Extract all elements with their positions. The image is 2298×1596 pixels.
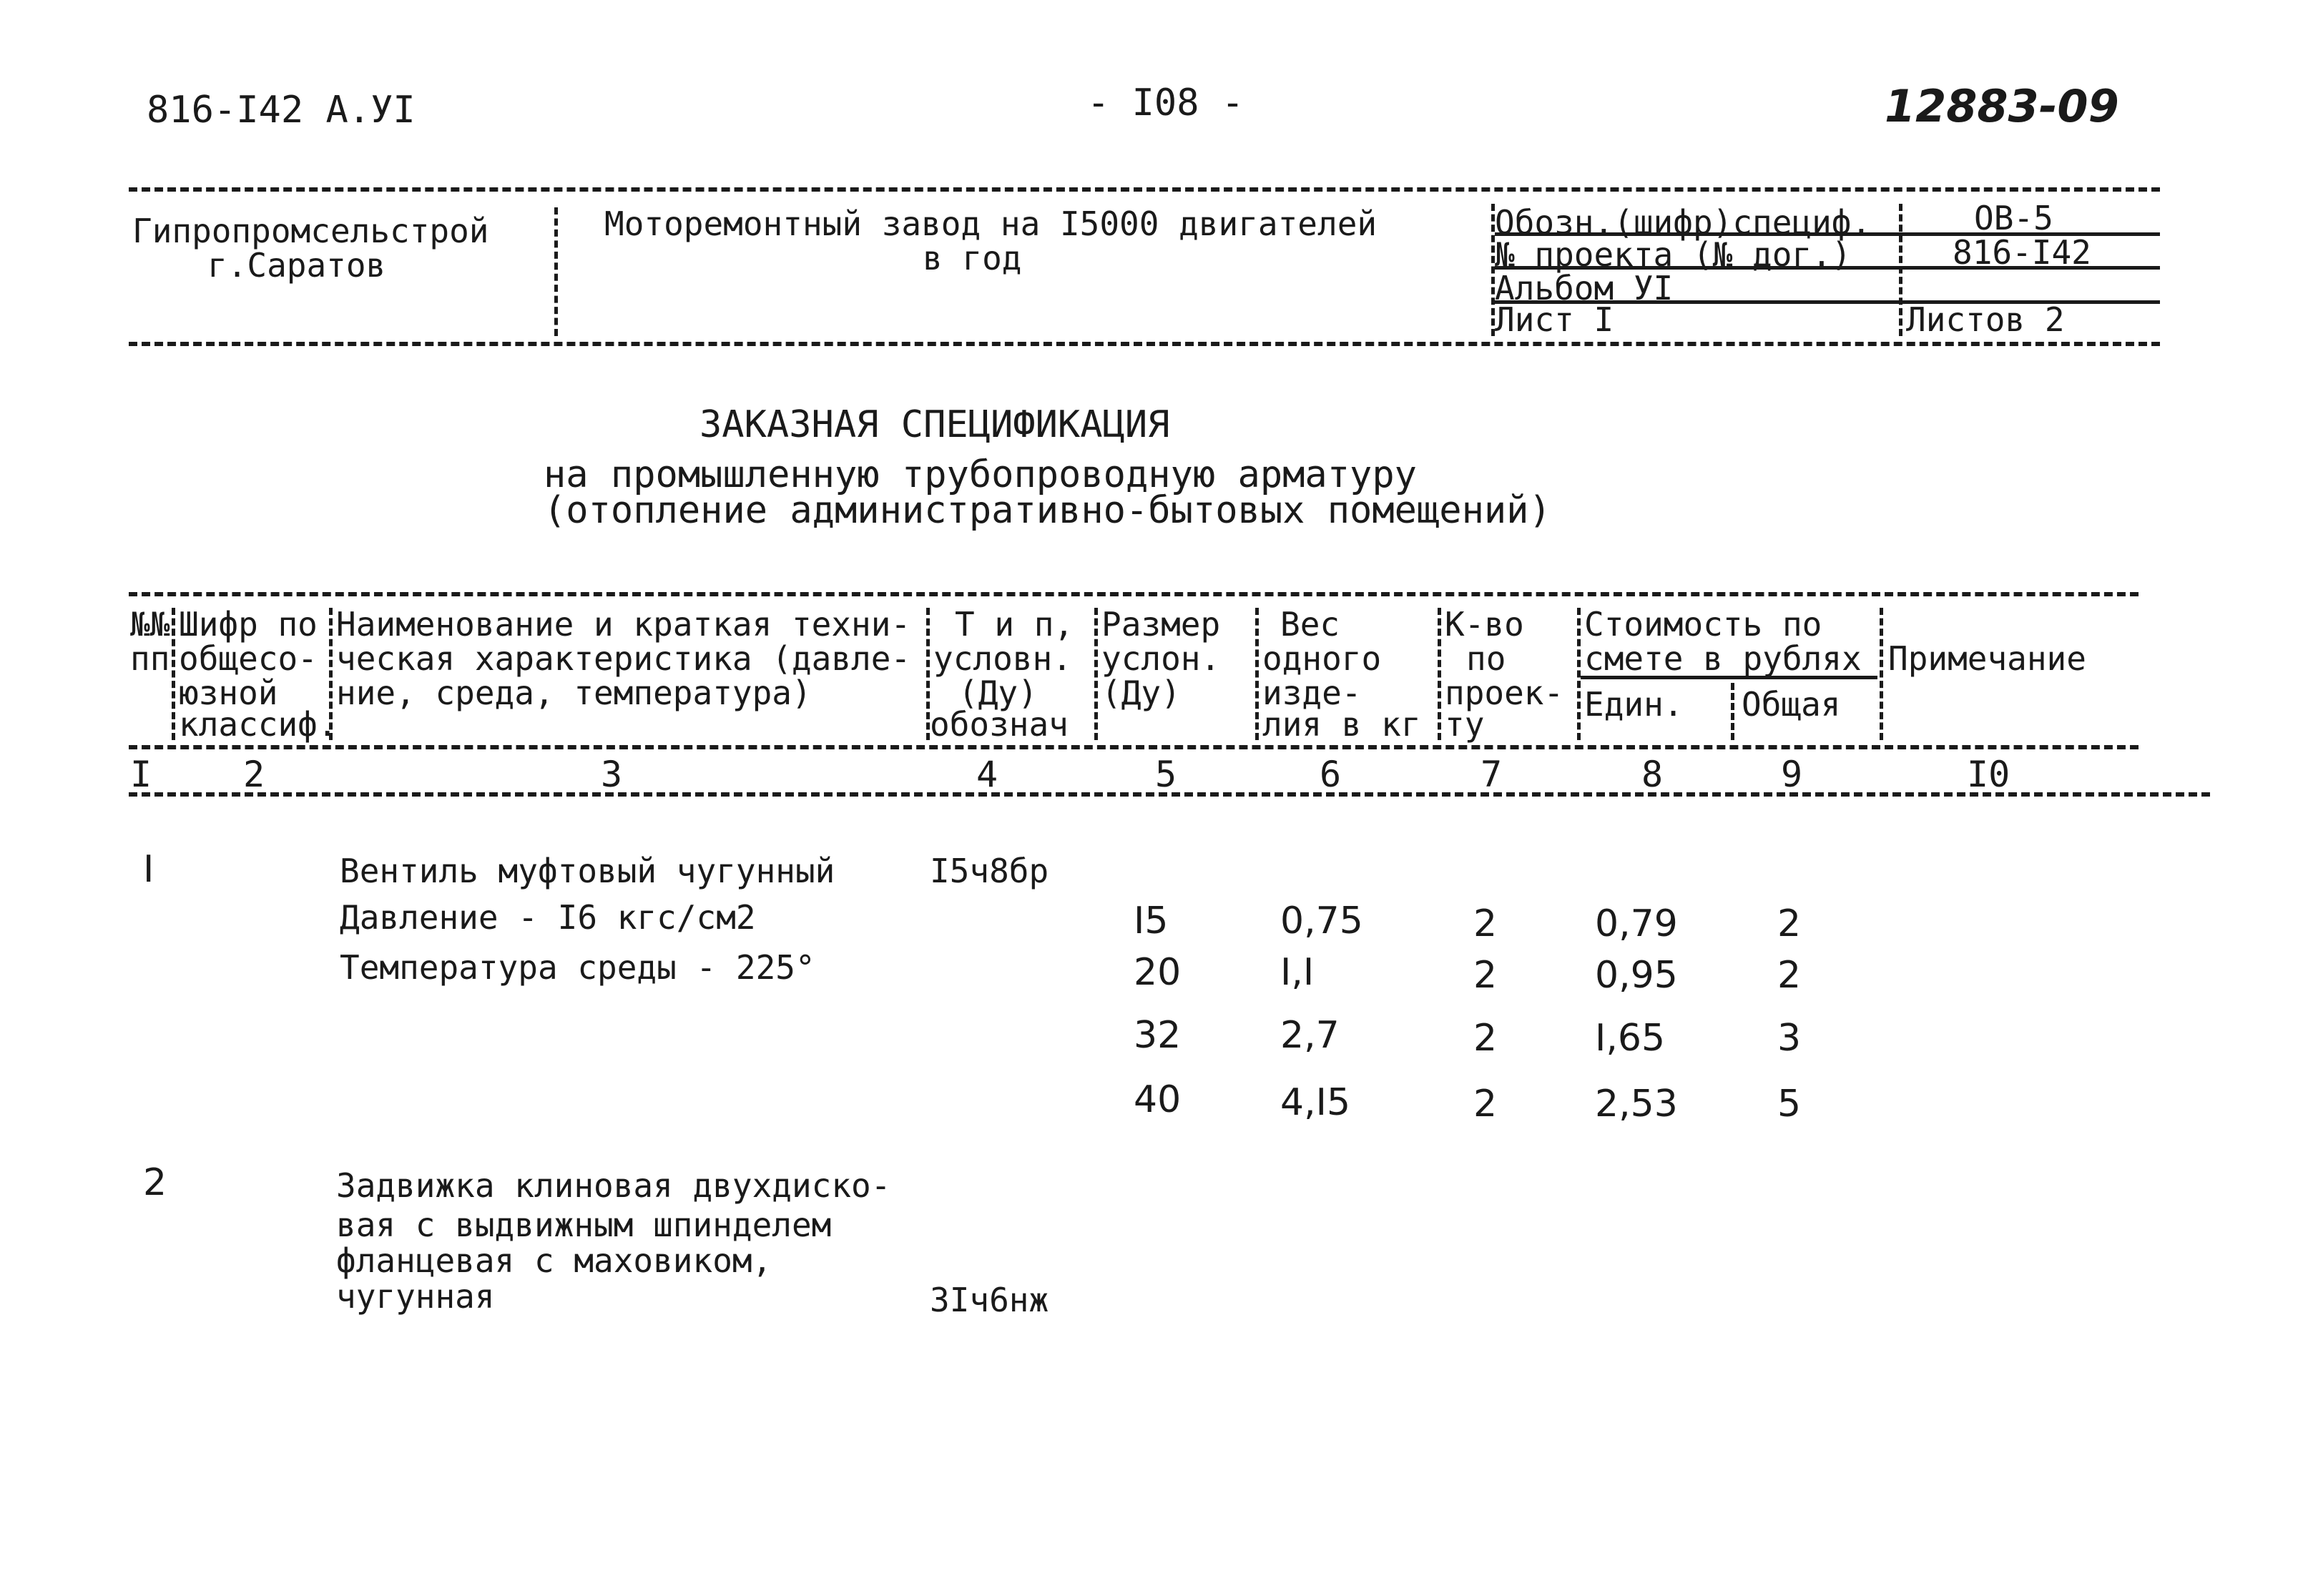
item-number: I xyxy=(143,848,154,891)
header-col7-line2: по xyxy=(1466,639,1506,678)
header-col6-line4: лия в кг xyxy=(1262,705,1421,744)
stamp-sheet-label: Лист I xyxy=(1495,300,1614,339)
header-divider-1 xyxy=(172,608,175,740)
qty-cell: 2 xyxy=(1473,1017,1498,1060)
header-divider-5 xyxy=(1255,608,1259,740)
header-col6-line2: одного xyxy=(1262,639,1382,678)
handwritten-number: 12883-09 xyxy=(1885,80,2119,132)
stamp-project-value: 816-I42 xyxy=(1953,233,2091,272)
stamp-spec-value: ОВ-5 xyxy=(1974,199,2053,237)
header-col4-line2: условн. xyxy=(933,639,1072,678)
header-divider-4 xyxy=(1094,608,1098,740)
unit-cost-cell: I,65 xyxy=(1595,1017,1666,1060)
header-divider-3 xyxy=(926,608,930,740)
header-col7-line3: проек- xyxy=(1445,674,1564,712)
colnum-7: 7 xyxy=(1481,754,1503,795)
item-description-line: фланцевая с маховиком, xyxy=(336,1241,772,1280)
header-col4-line4: обознач xyxy=(930,705,1069,744)
header-cost-underline xyxy=(1581,676,1877,679)
qty-cell: 2 xyxy=(1473,954,1498,997)
size-cell: I5 xyxy=(1134,900,1169,942)
header-col8: Един. xyxy=(1584,685,1684,724)
item-description-line: Температура среды - 225° xyxy=(340,948,815,987)
stamp-organization: Гипропромсельстрой xyxy=(132,212,489,250)
header-col2-line2: общесо- xyxy=(179,639,318,678)
header-divider-7 xyxy=(1577,608,1581,740)
total-cost-cell: 2 xyxy=(1777,954,1802,997)
item-description-line: чугунная xyxy=(336,1277,495,1316)
stamp-city: г.Саратов xyxy=(207,246,386,285)
header-col2-line3: юзной xyxy=(179,674,278,712)
colnum-3: 3 xyxy=(601,754,623,795)
header-col7-line4: ту xyxy=(1445,705,1485,744)
header-col9: Общая xyxy=(1742,685,1841,724)
item-description-line: Задвижка клиновая двухдиско- xyxy=(336,1166,891,1205)
item-description-line: вая с выдвижным шпинделем xyxy=(336,1206,832,1244)
header-col2-line1: Шифр по xyxy=(179,605,318,644)
header-col5-line3: (Ду) xyxy=(1101,674,1181,712)
item-description-line: Вентиль муфтовый чугунный xyxy=(340,852,835,890)
stamp-bottom-border xyxy=(129,342,2160,346)
colnum-1: I xyxy=(130,754,152,795)
unit-cost-cell: 0,95 xyxy=(1595,954,1678,997)
header-divider-6 xyxy=(1438,608,1441,740)
weight-cell: 2,7 xyxy=(1280,1014,1340,1057)
header-col4-line1: Т и п, xyxy=(955,605,1074,644)
qty-cell: 2 xyxy=(1473,902,1498,945)
item-type-code: 3Iч6нж xyxy=(930,1281,1049,1319)
stamp-divider-3 xyxy=(1899,204,1902,336)
size-cell: 32 xyxy=(1134,1014,1182,1057)
stamp-top-border xyxy=(129,187,2160,192)
document-code: 816-I42 А.УI xyxy=(147,89,416,132)
total-cost-cell: 5 xyxy=(1777,1083,1802,1125)
colnum-5: 5 xyxy=(1155,754,1177,795)
document-subtitle-2: (отопление административно-бытовых помещений) xyxy=(544,489,1551,532)
header-col3-line1: Наименование и краткая техни- xyxy=(336,605,911,644)
header-col2-line4: классиф. xyxy=(179,705,338,744)
header-cost-group-line2: смете в рублях xyxy=(1584,639,1862,678)
colnum-9: 9 xyxy=(1781,754,1803,795)
header-col3-line2: ческая характеристика (давле- xyxy=(336,639,911,678)
colnum-2: 2 xyxy=(243,754,265,795)
stamp-project-name: Моторемонтный завод на I5000 двигателей xyxy=(604,205,1378,243)
header-top-border xyxy=(129,592,2139,596)
weight-cell: I,I xyxy=(1280,951,1315,994)
header-col6-line3: изде- xyxy=(1262,674,1362,712)
unit-cost-cell: 2,53 xyxy=(1595,1083,1678,1125)
item-number: 2 xyxy=(143,1161,167,1204)
size-cell: 20 xyxy=(1134,951,1182,994)
stamp-sheets-value: Листов 2 xyxy=(1906,300,2065,339)
header-divider-2 xyxy=(329,608,333,740)
item-description-line: Давление - I6 кгс/см2 xyxy=(340,898,756,937)
header-divider-9 xyxy=(1880,608,1883,740)
stamp-album-label: Альбом УI xyxy=(1495,269,1674,307)
document-subtitle-1: на промышленную трубопроводную арматуру xyxy=(544,453,1417,496)
colnum-6: 6 xyxy=(1320,754,1342,795)
unit-cost-cell: 0,79 xyxy=(1595,902,1678,945)
header-divider-8 xyxy=(1731,683,1734,740)
stamp-project-label: № проекта (№ дог.) xyxy=(1495,235,1852,274)
stamp-project-name-line2: в год xyxy=(923,239,1022,277)
header-cost-group-line1: Стоимость по xyxy=(1584,605,1822,644)
qty-cell: 2 xyxy=(1473,1083,1498,1125)
header-col6-line1: Вес xyxy=(1280,605,1340,644)
weight-cell: 0,75 xyxy=(1280,900,1363,942)
stamp-divider-1 xyxy=(554,207,558,336)
header-col4-line3: (Ду) xyxy=(958,674,1038,712)
total-cost-cell: 3 xyxy=(1777,1017,1802,1060)
item-type-code: I5ч8бр xyxy=(930,852,1049,890)
header-col10: Примечание xyxy=(1888,639,2086,678)
header-bottom-border xyxy=(129,792,2210,797)
colnum-10: I0 xyxy=(1967,754,2010,795)
weight-cell: 4,I5 xyxy=(1280,1081,1351,1124)
header-col1-line2: пп xyxy=(130,639,170,678)
stamp-spec-label: Обозн.(шифр)специф. xyxy=(1495,203,1872,242)
header-col1-line1: №№ xyxy=(130,605,170,644)
header-mid-border xyxy=(129,745,2139,749)
colnum-8: 8 xyxy=(1641,754,1664,795)
header-col3-line3: ние, среда, температура) xyxy=(336,674,812,712)
header-col7-line1: К-во xyxy=(1445,605,1524,644)
size-cell: 40 xyxy=(1134,1078,1182,1121)
colnum-4: 4 xyxy=(976,754,998,795)
page-number: - I08 - xyxy=(1087,82,1244,124)
stamp-divider-2 xyxy=(1491,204,1495,336)
document-title: ЗАКАЗНАЯ СПЕЦИФИКАЦИЯ xyxy=(699,403,1170,446)
total-cost-cell: 2 xyxy=(1777,902,1802,945)
header-col5-line2: услон. xyxy=(1101,639,1221,678)
header-col5-line1: Размер xyxy=(1101,605,1221,644)
